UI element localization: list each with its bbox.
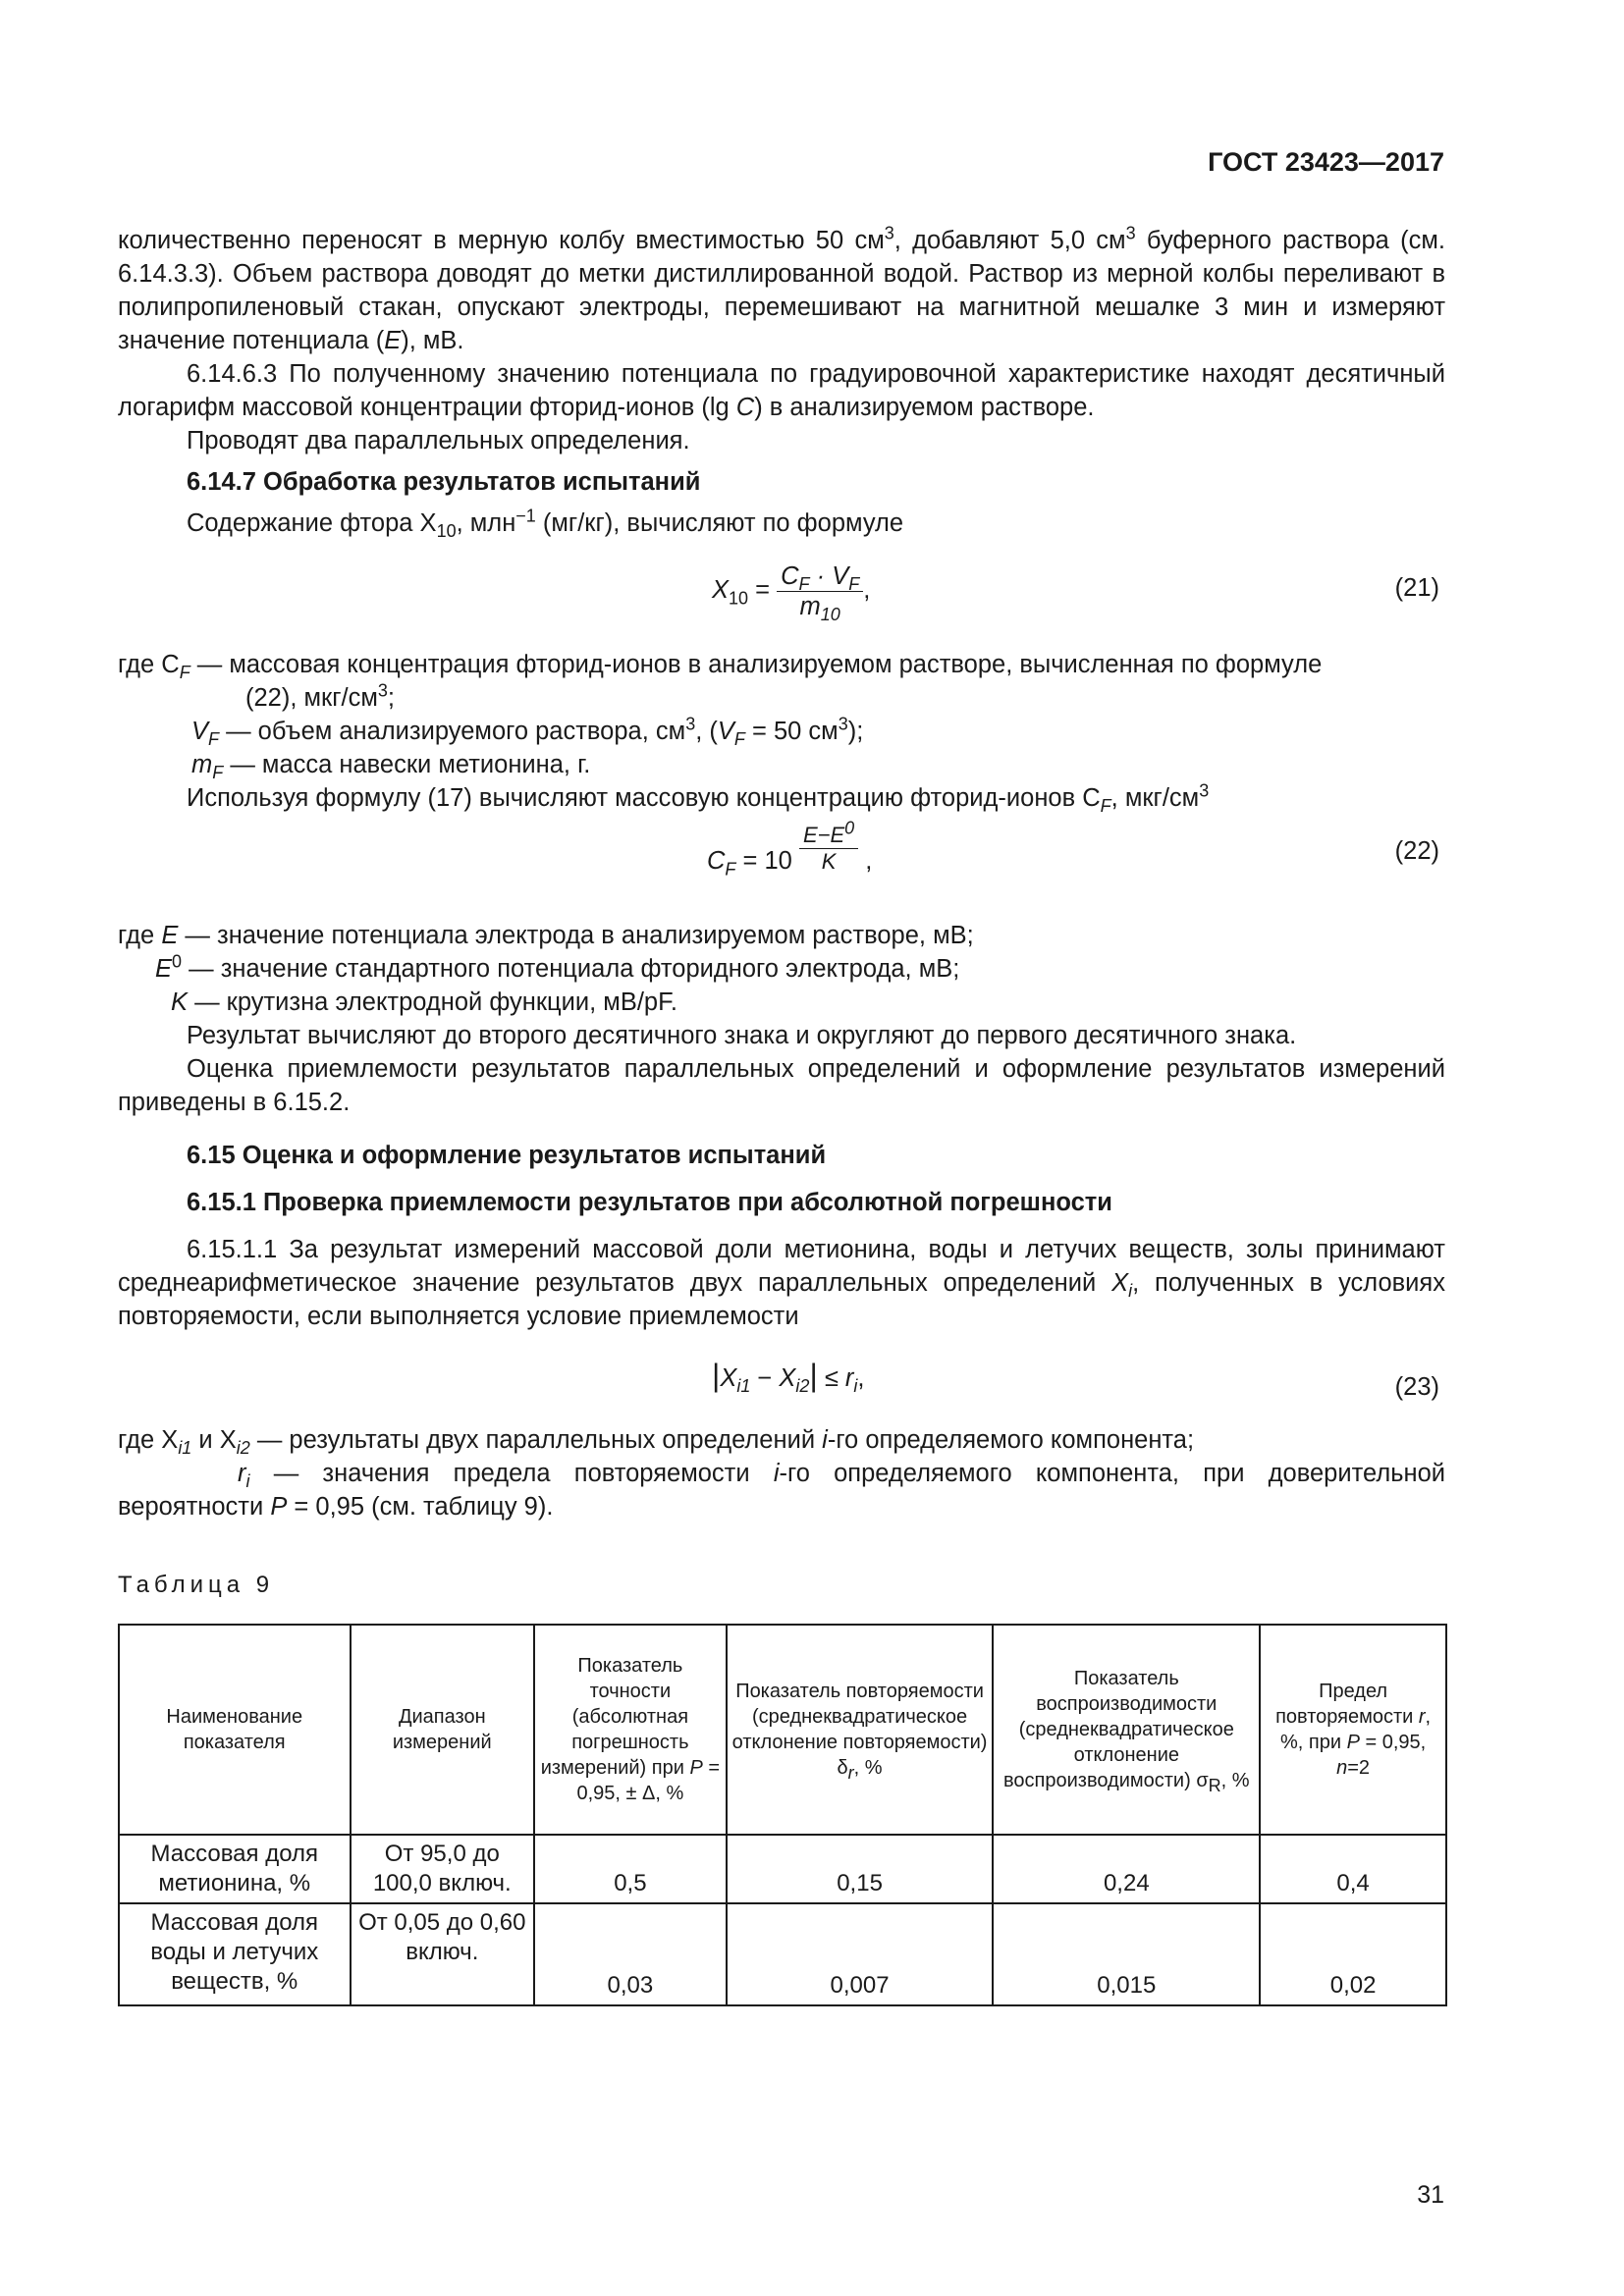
table-header-row bbox=[119, 1625, 1446, 1835]
col-header-repeatability: Показатель повторяемости (среднеквадратическое отклонение повторяемости) $\delta_r$, % bbox=[727, 1625, 994, 1835]
paragraph-assessment-ref: Оценка приемлемости результатов параллельных определений и оформление результатов измерений приведены в 6.15.2. bbox=[118, 1055, 1445, 1116]
cell-range: От 95,0 до 100,0 включ. bbox=[351, 1835, 535, 1903]
paragraph-6-15-1-1: 6.15.1.1 За результат измерений массовой доли метионина, воды и летучих веществ, золы принимают среднеарифметическое значение результатов двух параллельных определений $X_i$, полученных в условиях повторяемости, если выполняется условие приемлемости bbox=[118, 1236, 1445, 1330]
where-block-21: где $С_F$ — массовая концентрация фторид-ионов в анализируемом растворе, вычисленная по формуле (22), мкг/$см^3$; $V_F$ — объем анализируемого раствора, $см^3$, ($V_F = 50$ $см^3$); $m_F$ — масса навески метионина, г. bbox=[118, 651, 1323, 783]
cell-reproducibility: 0,24 bbox=[993, 1835, 1260, 1903]
where-block-23: где $Х_{i1}$ и $Х_{i2}$ — результаты двух параллельных определений i-го определяемого компонента; $r_i$ — значения предела повторяемости i-го определяемого компонента, при доверительной вероятности P = 0,95 (см. таблицу 9). bbox=[118, 1426, 1446, 1521]
cell-repeatability: 0,007 bbox=[727, 1903, 994, 2005]
cell-range: От 0,05 до 0,60 включ. bbox=[351, 1903, 535, 2005]
page-content bbox=[118, 224, 1445, 2006]
where-block-22: где E — значение потенциала электрода в анализируемом растворе, мВ; $E^0$ — значение стандартного потенциала фторидного электрода, мВ; K — крутизна электродной функции, мВ/pF. bbox=[118, 922, 974, 1016]
formula-number-23: (23) bbox=[1394, 1373, 1439, 1401]
table-caption: Таблица 9 bbox=[118, 1572, 275, 1598]
cell-limit: 0,02 bbox=[1260, 1903, 1446, 2005]
fraction-21: $\frac{C_F \cdot V_F}{m_{10}}$ bbox=[777, 561, 863, 621]
paragraph-parallel: Проводят два параллельных определения. bbox=[187, 427, 690, 454]
col-header-reproducibility: Показатель воспроизводимости (среднеквадратическое отклонение воспроизводимости) $\sigma_R$, % bbox=[993, 1625, 1260, 1835]
page-number: 31 bbox=[1417, 2181, 1444, 2209]
document-code: ГОСТ 23423—2017 bbox=[1208, 147, 1444, 177]
table-row bbox=[119, 1903, 1446, 2005]
formula-number-22: (22) bbox=[1394, 837, 1439, 865]
paragraph-sample-prep: количественно переносят в мерную колбу вместимостью 50 $см^3$, добавляют 5,0 $см^3$ буферного раствора (см. 6.14.3.3). Объем раствора доводят до метки дистиллированной водой. Раствор из мерной колбы переливают в полипропиленовый стакан, опускают электроды, перемешивают на магнитной мешалке 3 мин и измеряют значение потенциала (E), мВ. bbox=[118, 223, 1445, 354]
table-row bbox=[119, 1835, 1446, 1903]
cell-limit: 0,4 bbox=[1260, 1835, 1446, 1903]
col-header-range: Диапазон измерений bbox=[351, 1625, 535, 1835]
paragraph-using-formula-17: Используя формулу (17) вычисляют массовую концентрацию фторид-ионов $С_F$, мкг/$см^3$ bbox=[187, 780, 1210, 817]
col-header-limit: Предел повторяемости r, %, при P = 0,95, n=2 bbox=[1260, 1625, 1446, 1835]
formula-number-21: (21) bbox=[1394, 574, 1439, 602]
section-heading-6-15-1: 6.15.1 Проверка приемлемости результатов при абсолютной погрешности bbox=[187, 1189, 1112, 1216]
cell-name: Массовая доля метионина, % bbox=[119, 1835, 351, 1903]
cell-name: Массовая доля воды и летучих веществ, % bbox=[119, 1903, 351, 2005]
fraction-22: $\frac{E-E^0}{K}$ bbox=[799, 823, 858, 875]
col-header-accuracy: Показатель точности (абсолютная погрешность измерений) при P = 0,95, ± Δ, % bbox=[534, 1625, 727, 1835]
formula-22: $C_F = 10$ $\frac{E-E^0}{K}$ , (22) bbox=[707, 818, 1439, 880]
paragraph-fluorine-content: Содержание фтора $Х_{10}$, млн$^{-1}$ (мг/кг), вычисляют по формуле bbox=[187, 506, 904, 542]
cell-repeatability: 0,15 bbox=[727, 1835, 994, 1903]
paragraph-6-14-6-3: 6.14.6.3 По полученному значению потенциала по градуировочной характеристике находят десятичный логарифм массовой концентрации фторид-ионов (lg C) в анализируемом растворе. bbox=[118, 360, 1445, 421]
section-heading-6-14-7: 6.14.7 Обработка результатов испытаний bbox=[187, 468, 701, 496]
formula-23: $|X_{i1} - X_{i2}| \le r_i$, (23) bbox=[118, 1333, 1445, 1417]
cell-accuracy: 0,5 bbox=[534, 1835, 727, 1903]
paragraph-rounding: Результат вычисляют до второго десятичного знака и округляют до первого десятичного знака. bbox=[187, 1022, 1297, 1049]
cell-reproducibility: 0,015 bbox=[993, 1903, 1260, 2005]
section-heading-6-15: 6.15 Оценка и оформление результатов испытаний bbox=[187, 1142, 827, 1169]
formula-21: $X_{10}$ = $\frac{C_F \cdot V_F}{m_{10}}$ , (21) bbox=[712, 562, 1439, 625]
col-header-name: Наименование показателя bbox=[119, 1625, 351, 1835]
table-9 bbox=[118, 1624, 1447, 2006]
cell-accuracy: 0,03 bbox=[534, 1903, 727, 2005]
